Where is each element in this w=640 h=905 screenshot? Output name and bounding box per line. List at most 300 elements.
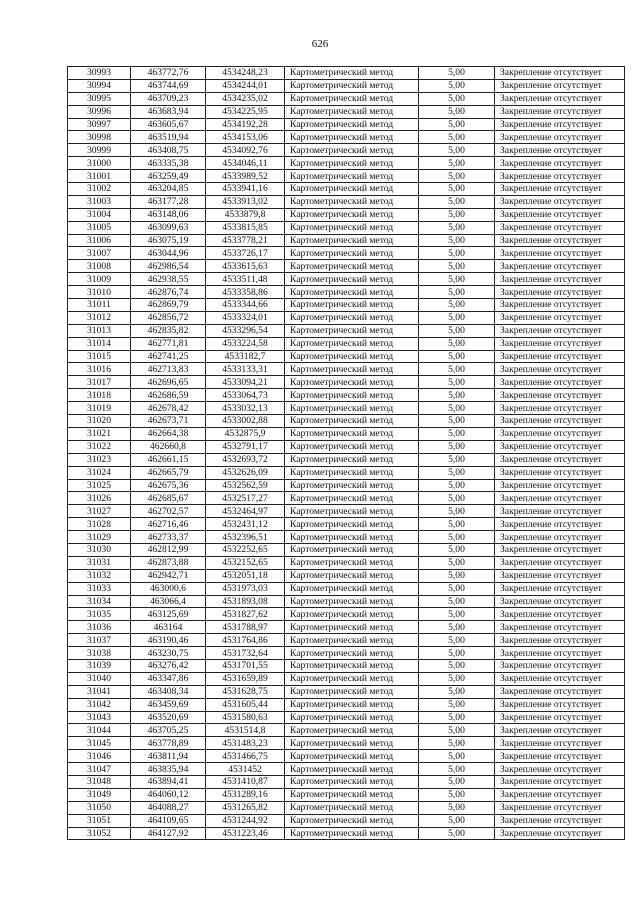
fixation-cell: Закрепление отсутствует [495, 466, 625, 479]
x-coordinate-cell: 463177,28 [131, 195, 206, 208]
fixation-cell: Закрепление отсутствует [495, 505, 625, 518]
y-coordinate-cell: 4533778,21 [206, 234, 285, 247]
x-coordinate-cell: 463778,89 [131, 737, 206, 750]
fixation-cell: Закрепление отсутствует [495, 711, 625, 724]
y-coordinate-cell: 4532875,9 [206, 427, 285, 440]
table-row [68, 634, 625, 647]
table-row [68, 105, 625, 118]
accuracy-cell: 5,00 [419, 273, 495, 286]
fixation-cell: Закрепление отсутствует [495, 311, 625, 324]
table-row [68, 608, 625, 621]
table-row [68, 286, 625, 299]
y-coordinate-cell: 4531580,63 [206, 711, 285, 724]
point-number-cell: 31025 [68, 479, 131, 492]
table-row [68, 247, 625, 260]
x-coordinate-cell: 462733,37 [131, 531, 206, 544]
fixation-cell: Закрепление отсутствует [495, 543, 625, 556]
fixation-cell: Закрепление отсутствует [495, 402, 625, 415]
accuracy-cell: 5,00 [419, 221, 495, 234]
accuracy-cell: 5,00 [419, 453, 495, 466]
y-coordinate-cell: 4533815,85 [206, 221, 285, 234]
fixation-cell: Закрепление отсутствует [495, 221, 625, 234]
point-number-cell: 31016 [68, 363, 131, 376]
point-number-cell: 31000 [68, 157, 131, 170]
point-number-cell: 31023 [68, 453, 131, 466]
accuracy-cell: 5,00 [419, 492, 495, 505]
table-row [68, 311, 625, 324]
method-cell: Картометрический метод [285, 311, 419, 324]
y-coordinate-cell: 4534225,95 [206, 105, 285, 118]
point-number-cell: 31046 [68, 750, 131, 763]
method-cell: Картометрический метод [285, 647, 419, 660]
method-cell: Картометрический метод [285, 389, 419, 402]
accuracy-cell: 5,00 [419, 324, 495, 337]
accuracy-cell: 5,00 [419, 814, 495, 827]
accuracy-cell: 5,00 [419, 763, 495, 776]
point-number-cell: 30994 [68, 79, 131, 92]
point-number-cell: 31032 [68, 569, 131, 582]
point-number-cell: 31014 [68, 337, 131, 350]
fixation-cell: Закрепление отсутствует [495, 698, 625, 711]
point-number-cell: 31027 [68, 505, 131, 518]
x-coordinate-cell: 462942,71 [131, 569, 206, 582]
method-cell: Картометрический метод [285, 556, 419, 569]
table-row [68, 505, 625, 518]
fixation-cell: Закрепление отсутствует [495, 582, 625, 595]
x-coordinate-cell: 463164 [131, 621, 206, 634]
point-number-cell: 31031 [68, 556, 131, 569]
fixation-cell: Закрепление отсутствует [495, 144, 625, 157]
accuracy-cell: 5,00 [419, 647, 495, 660]
point-number-cell: 30995 [68, 92, 131, 105]
fixation-cell: Закрепление отсутствует [495, 363, 625, 376]
point-number-cell: 31001 [68, 170, 131, 183]
table-body [68, 67, 625, 840]
table-row [68, 556, 625, 569]
table-row [68, 363, 625, 376]
accuracy-cell: 5,00 [419, 363, 495, 376]
y-coordinate-cell: 4532396,51 [206, 531, 285, 544]
fixation-cell: Закрепление отсутствует [495, 788, 625, 801]
fixation-cell: Закрепление отсутствует [495, 208, 625, 221]
y-coordinate-cell: 4533358,86 [206, 286, 285, 299]
method-cell: Картометрический метод [285, 479, 419, 492]
table-row [68, 466, 625, 479]
point-number-cell: 31012 [68, 311, 131, 324]
method-cell: Картометрический метод [285, 608, 419, 621]
fixation-cell: Закрепление отсутствует [495, 750, 625, 763]
table-row [68, 92, 625, 105]
table-row [68, 427, 625, 440]
accuracy-cell: 5,00 [419, 144, 495, 157]
accuracy-cell: 5,00 [419, 402, 495, 415]
table-row [68, 402, 625, 415]
table-row [68, 698, 625, 711]
fixation-cell: Закрепление отсутствует [495, 608, 625, 621]
point-number-cell: 30999 [68, 144, 131, 157]
accuracy-cell: 5,00 [419, 337, 495, 350]
x-coordinate-cell: 463066,4 [131, 595, 206, 608]
x-coordinate-cell: 463605,67 [131, 118, 206, 131]
point-number-cell: 31048 [68, 775, 131, 788]
x-coordinate-cell: 463835,94 [131, 763, 206, 776]
fixation-cell: Закрепление отсутствует [495, 492, 625, 505]
accuracy-cell: 5,00 [419, 801, 495, 814]
accuracy-cell: 5,00 [419, 595, 495, 608]
y-coordinate-cell: 4533941,16 [206, 183, 285, 196]
method-cell: Картометрический метод [285, 350, 419, 363]
method-cell: Картометрический метод [285, 299, 419, 312]
y-coordinate-cell: 4531605,44 [206, 698, 285, 711]
method-cell: Картометрический метод [285, 531, 419, 544]
accuracy-cell: 5,00 [419, 518, 495, 531]
fixation-cell: Закрепление отсутствует [495, 67, 625, 80]
y-coordinate-cell: 4533511,48 [206, 273, 285, 286]
fixation-cell: Закрепление отсутствует [495, 170, 625, 183]
accuracy-cell: 5,00 [419, 479, 495, 492]
y-coordinate-cell: 4533989,52 [206, 170, 285, 183]
x-coordinate-cell: 462713,83 [131, 363, 206, 376]
point-number-cell: 31020 [68, 415, 131, 428]
accuracy-cell: 5,00 [419, 131, 495, 144]
point-number-cell: 31018 [68, 389, 131, 402]
table-row [68, 337, 625, 350]
fixation-cell: Закрепление отсутствует [495, 569, 625, 582]
x-coordinate-cell: 463519,94 [131, 131, 206, 144]
y-coordinate-cell: 4531659,89 [206, 672, 285, 685]
x-coordinate-cell: 463259,49 [131, 170, 206, 183]
fixation-cell: Закрепление отсутствует [495, 659, 625, 672]
point-number-cell: 31004 [68, 208, 131, 221]
y-coordinate-cell: 4532693,72 [206, 453, 285, 466]
fixation-cell: Закрепление отсутствует [495, 299, 625, 312]
table-row [68, 440, 625, 453]
table-row [68, 801, 625, 814]
fixation-cell: Закрепление отсутствует [495, 814, 625, 827]
y-coordinate-cell: 4534153,06 [206, 131, 285, 144]
x-coordinate-cell: 463347,86 [131, 672, 206, 685]
accuracy-cell: 5,00 [419, 531, 495, 544]
point-number-cell: 31026 [68, 492, 131, 505]
point-number-cell: 31036 [68, 621, 131, 634]
point-number-cell: 31024 [68, 466, 131, 479]
table-row [68, 775, 625, 788]
x-coordinate-cell: 462660,8 [131, 440, 206, 453]
accuracy-cell: 5,00 [419, 556, 495, 569]
accuracy-cell: 5,00 [419, 299, 495, 312]
x-coordinate-cell: 462986,54 [131, 260, 206, 273]
table-row [68, 737, 625, 750]
y-coordinate-cell: 4532252,65 [206, 543, 285, 556]
method-cell: Картометрический метод [285, 698, 419, 711]
point-number-cell: 31047 [68, 763, 131, 776]
method-cell: Картометрический метод [285, 402, 419, 415]
y-coordinate-cell: 4531514,8 [206, 724, 285, 737]
x-coordinate-cell: 463683,94 [131, 105, 206, 118]
table-row [68, 234, 625, 247]
fixation-cell: Закрепление отсутствует [495, 621, 625, 634]
accuracy-cell: 5,00 [419, 750, 495, 763]
accuracy-cell: 5,00 [419, 286, 495, 299]
y-coordinate-cell: 4533224,58 [206, 337, 285, 350]
y-coordinate-cell: 4532464,97 [206, 505, 285, 518]
method-cell: Картометрический метод [285, 505, 419, 518]
method-cell: Картометрический метод [285, 105, 419, 118]
table-row [68, 492, 625, 505]
fixation-cell: Закрепление отсутствует [495, 647, 625, 660]
x-coordinate-cell: 462675,36 [131, 479, 206, 492]
y-coordinate-cell: 4531732,64 [206, 647, 285, 660]
point-number-cell: 31008 [68, 260, 131, 273]
y-coordinate-cell: 4531628,75 [206, 685, 285, 698]
fixation-cell: Закрепление отсутствует [495, 556, 625, 569]
point-number-cell: 31010 [68, 286, 131, 299]
table-row [68, 131, 625, 144]
method-cell: Картометрический метод [285, 788, 419, 801]
point-number-cell: 31043 [68, 711, 131, 724]
fixation-cell: Закрепление отсутствует [495, 518, 625, 531]
accuracy-cell: 5,00 [419, 247, 495, 260]
fixation-cell: Закрепление отсутствует [495, 389, 625, 402]
method-cell: Картометрический метод [285, 92, 419, 105]
fixation-cell: Закрепление отсутствует [495, 195, 625, 208]
y-coordinate-cell: 4533615,63 [206, 260, 285, 273]
y-coordinate-cell: 4533344,66 [206, 299, 285, 312]
y-coordinate-cell: 4533324,01 [206, 311, 285, 324]
method-cell: Картометрический метод [285, 801, 419, 814]
method-cell: Картометрический метод [285, 466, 419, 479]
x-coordinate-cell: 462771,81 [131, 337, 206, 350]
x-coordinate-cell: 463408,34 [131, 685, 206, 698]
x-coordinate-cell: 462835,82 [131, 324, 206, 337]
fixation-cell: Закрепление отсутствует [495, 724, 625, 737]
accuracy-cell: 5,00 [419, 672, 495, 685]
method-cell: Картометрический метод [285, 273, 419, 286]
x-coordinate-cell: 464109,65 [131, 814, 206, 827]
x-coordinate-cell: 462873,88 [131, 556, 206, 569]
accuracy-cell: 5,00 [419, 389, 495, 402]
point-number-cell: 31051 [68, 814, 131, 827]
table-row [68, 221, 625, 234]
accuracy-cell: 5,00 [419, 737, 495, 750]
y-coordinate-cell: 4533002,88 [206, 415, 285, 428]
accuracy-cell: 5,00 [419, 183, 495, 196]
method-cell: Картометрический метод [285, 415, 419, 428]
method-cell: Картометрический метод [285, 67, 419, 80]
y-coordinate-cell: 4533064,73 [206, 389, 285, 402]
accuracy-cell: 5,00 [419, 775, 495, 788]
x-coordinate-cell: 462665,79 [131, 466, 206, 479]
x-coordinate-cell: 463520,69 [131, 711, 206, 724]
x-coordinate-cell: 462812,99 [131, 543, 206, 556]
accuracy-cell: 5,00 [419, 788, 495, 801]
fixation-cell: Закрепление отсутствует [495, 260, 625, 273]
accuracy-cell: 5,00 [419, 234, 495, 247]
accuracy-cell: 5,00 [419, 350, 495, 363]
method-cell: Картометрический метод [285, 183, 419, 196]
y-coordinate-cell: 4533094,21 [206, 376, 285, 389]
table-row [68, 647, 625, 660]
x-coordinate-cell: 462685,67 [131, 492, 206, 505]
method-cell: Картометрический метод [285, 492, 419, 505]
fixation-cell: Закрепление отсутствует [495, 685, 625, 698]
fixation-cell: Закрепление отсутствует [495, 183, 625, 196]
table-row [68, 273, 625, 286]
fixation-cell: Закрепление отсутствует [495, 286, 625, 299]
x-coordinate-cell: 463276,42 [131, 659, 206, 672]
fixation-cell: Закрепление отсутствует [495, 479, 625, 492]
y-coordinate-cell: 4533726,17 [206, 247, 285, 260]
method-cell: Картометрический метод [285, 427, 419, 440]
method-cell: Картометрический метод [285, 363, 419, 376]
y-coordinate-cell: 4531410,87 [206, 775, 285, 788]
method-cell: Картометрический метод [285, 595, 419, 608]
point-number-cell: 31035 [68, 608, 131, 621]
table-row [68, 376, 625, 389]
fixation-cell: Закрепление отсутствует [495, 131, 625, 144]
method-cell: Картометрический метод [285, 247, 419, 260]
method-cell: Картометрический метод [285, 286, 419, 299]
method-cell: Картометрический метод [285, 634, 419, 647]
table-row [68, 299, 625, 312]
table-row [68, 827, 625, 840]
accuracy-cell: 5,00 [419, 92, 495, 105]
table-row [68, 672, 625, 685]
accuracy-cell: 5,00 [419, 685, 495, 698]
y-coordinate-cell: 4531466,75 [206, 750, 285, 763]
point-number-cell: 31049 [68, 788, 131, 801]
point-number-cell: 31021 [68, 427, 131, 440]
y-coordinate-cell: 4531701,55 [206, 659, 285, 672]
x-coordinate-cell: 463772,76 [131, 67, 206, 80]
method-cell: Картометрический метод [285, 208, 419, 221]
x-coordinate-cell: 462664,38 [131, 427, 206, 440]
x-coordinate-cell: 463204,85 [131, 183, 206, 196]
accuracy-cell: 5,00 [419, 208, 495, 221]
method-cell: Картометрический метод [285, 543, 419, 556]
point-number-cell: 31017 [68, 376, 131, 389]
x-coordinate-cell: 463000,6 [131, 582, 206, 595]
point-number-cell: 31040 [68, 672, 131, 685]
accuracy-cell: 5,00 [419, 505, 495, 518]
point-number-cell: 31003 [68, 195, 131, 208]
table-row [68, 479, 625, 492]
table-row [68, 711, 625, 724]
point-number-cell: 31015 [68, 350, 131, 363]
point-number-cell: 31002 [68, 183, 131, 196]
y-coordinate-cell: 4533296,54 [206, 324, 285, 337]
point-number-cell: 31007 [68, 247, 131, 260]
y-coordinate-cell: 4532791,17 [206, 440, 285, 453]
y-coordinate-cell: 4532051,18 [206, 569, 285, 582]
fixation-cell: Закрепление отсутствует [495, 105, 625, 118]
accuracy-cell: 5,00 [419, 260, 495, 273]
accuracy-cell: 5,00 [419, 608, 495, 621]
page-number: 626 [311, 38, 329, 50]
y-coordinate-cell: 4531764,86 [206, 634, 285, 647]
accuracy-cell: 5,00 [419, 79, 495, 92]
y-coordinate-cell: 4534235,02 [206, 92, 285, 105]
point-number-cell: 31039 [68, 659, 131, 672]
method-cell: Картометрический метод [285, 518, 419, 531]
accuracy-cell: 5,00 [419, 569, 495, 582]
y-coordinate-cell: 4531452 [206, 763, 285, 776]
fixation-cell: Закрепление отсутствует [495, 672, 625, 685]
table-row [68, 750, 625, 763]
x-coordinate-cell: 463335,38 [131, 157, 206, 170]
fixation-cell: Закрепление отсутствует [495, 737, 625, 750]
point-number-cell: 31042 [68, 698, 131, 711]
table-row [68, 543, 625, 556]
method-cell: Картометрический метод [285, 569, 419, 582]
point-number-cell: 31019 [68, 402, 131, 415]
method-cell: Картометрический метод [285, 118, 419, 131]
accuracy-cell: 5,00 [419, 427, 495, 440]
method-cell: Картометрический метод [285, 337, 419, 350]
method-cell: Картометрический метод [285, 711, 419, 724]
accuracy-cell: 5,00 [419, 170, 495, 183]
method-cell: Картометрический метод [285, 453, 419, 466]
table-row [68, 195, 625, 208]
y-coordinate-cell: 4531893,08 [206, 595, 285, 608]
point-number-cell: 30996 [68, 105, 131, 118]
table-row [68, 350, 625, 363]
fixation-cell: Закрепление отсутствует [495, 247, 625, 260]
point-number-cell: 31022 [68, 440, 131, 453]
y-coordinate-cell: 4532517,27 [206, 492, 285, 505]
point-number-cell: 31030 [68, 543, 131, 556]
table-row [68, 685, 625, 698]
y-coordinate-cell: 4533133,31 [206, 363, 285, 376]
point-number-cell: 31011 [68, 299, 131, 312]
accuracy-cell: 5,00 [419, 621, 495, 634]
method-cell: Картометрический метод [285, 234, 419, 247]
table-row [68, 788, 625, 801]
table-row [68, 763, 625, 776]
fixation-cell: Закрепление отсутствует [495, 273, 625, 286]
fixation-cell: Закрепление отсутствует [495, 801, 625, 814]
point-number-cell: 31044 [68, 724, 131, 737]
point-number-cell: 31038 [68, 647, 131, 660]
fixation-cell: Закрепление отсутствует [495, 827, 625, 840]
y-coordinate-cell: 4533182,7 [206, 350, 285, 363]
x-coordinate-cell: 463075,19 [131, 234, 206, 247]
accuracy-cell: 5,00 [419, 67, 495, 80]
y-coordinate-cell: 4534092,76 [206, 144, 285, 157]
method-cell: Картометрический метод [285, 659, 419, 672]
accuracy-cell: 5,00 [419, 376, 495, 389]
x-coordinate-cell: 462938,55 [131, 273, 206, 286]
table-row [68, 659, 625, 672]
table-row [68, 208, 625, 221]
method-cell: Картометрический метод [285, 260, 419, 273]
coordinates-table [67, 66, 625, 840]
fixation-cell: Закрепление отсутствует [495, 350, 625, 363]
method-cell: Картометрический метод [285, 814, 419, 827]
table-row [68, 260, 625, 273]
accuracy-cell: 5,00 [419, 105, 495, 118]
table-row [68, 621, 625, 634]
y-coordinate-cell: 4531244,92 [206, 814, 285, 827]
x-coordinate-cell: 462702,57 [131, 505, 206, 518]
method-cell: Картометрический метод [285, 195, 419, 208]
method-cell: Картометрический метод [285, 376, 419, 389]
table-row [68, 144, 625, 157]
table-row [68, 595, 625, 608]
accuracy-cell: 5,00 [419, 466, 495, 479]
accuracy-cell: 5,00 [419, 582, 495, 595]
method-cell: Картометрический метод [285, 79, 419, 92]
